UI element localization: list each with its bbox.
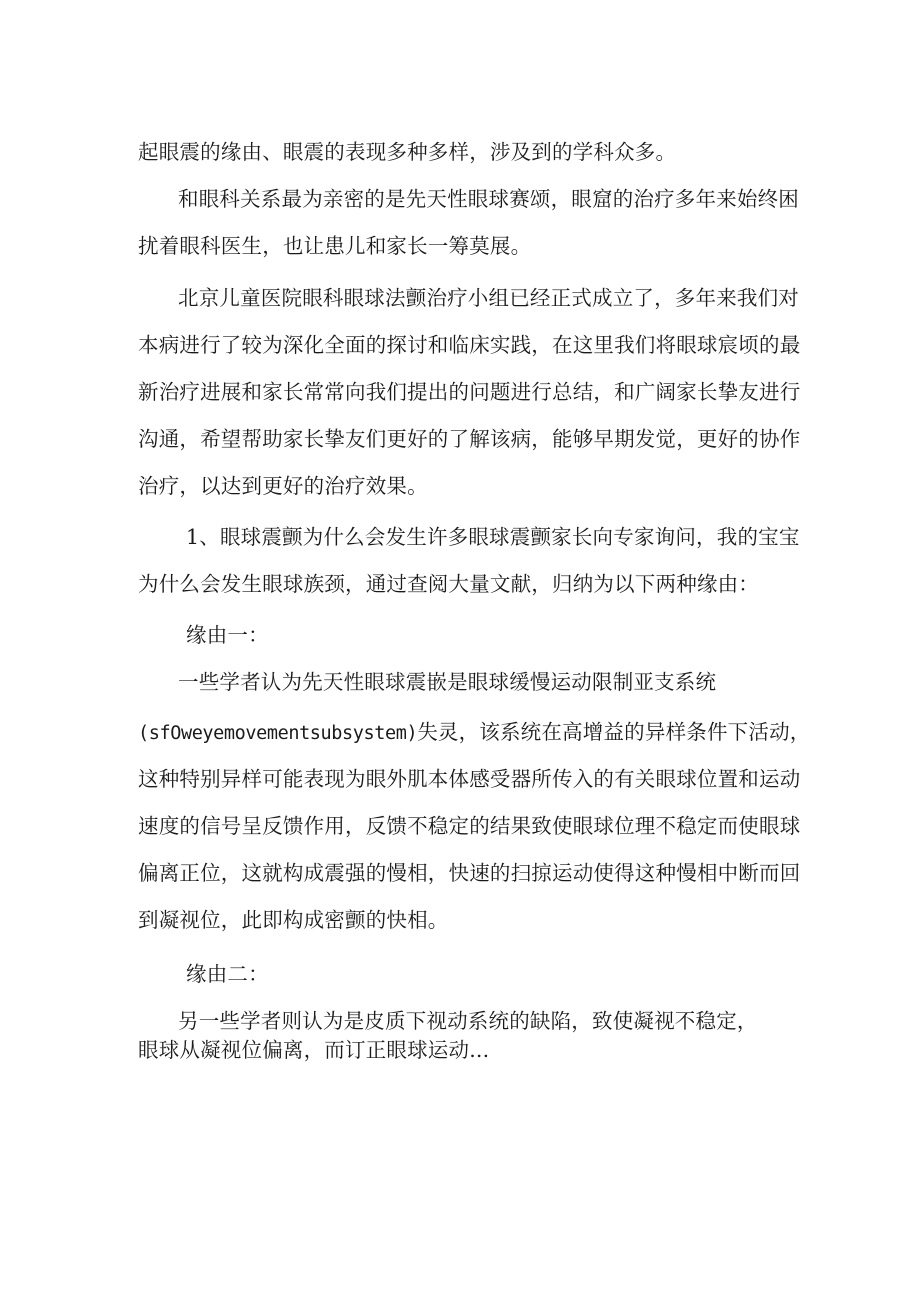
paragraph-line: 偏离正位，这就构成震强的慢相，快速的扫掠运动使得这种慢相中断而回 [138, 861, 801, 885]
paragraph-line: 另一些学者则认为是皮质下视动系统的缺陷，致使凝视不稳定， [178, 1009, 758, 1033]
term-english: (sfOweyemovementsubsystem) [138, 723, 418, 744]
subheading-reason-one: 缘由一： [186, 623, 269, 647]
paragraph-line: 北京儿童医院眼科眼球法颤治疗小组已经正式成立了，多年来我们对 [178, 286, 799, 310]
paragraph-line: 到凝视位，此即构成密颤的快相。 [138, 908, 449, 932]
paragraph-line: 新治疗进展和家长常常向我们提出的问题进行总结，和广阔家长挚友进行 [138, 380, 801, 404]
paragraph-line: 沟通，希望帮助家长挚友们更好的了解该病，能够早期发觉，更好的协作 [138, 427, 801, 451]
paragraph-line: 一些学者认为先天性眼球震嵌是眼球缓慢运动限制亚支系统 [178, 670, 717, 694]
paragraph-line: 和眼科关系最为亲密的是先天性眼球赛颂，眼窟的治疗多年来始终困 [178, 187, 799, 211]
paragraph-line [138, 718, 811, 748]
subheading-reason-two: 缘由二： [186, 962, 269, 986]
paragraph-line: 起眼震的缘由、眼震的表现多种多样，涉及到的学科众多。 [138, 140, 677, 164]
paragraph-line: 治疗，以达到更好的治疗效果。 [138, 474, 428, 498]
paragraph-line: 速度的信号呈反馈作用，反馈不稳定的结果致使眼球位理不稳定而使眼球 [138, 814, 801, 838]
paragraph-line-text: 失灵，该系统在高增益的异样条件下活动， [417, 720, 811, 744]
section-heading-line: 1、眼球震颤为什么会发生许多眼球震颤家长向专家询问，我的宝宝 [186, 525, 800, 549]
paragraph-line: 扰着眼科医生，也让患儿和家长一筹莫展。 [138, 234, 532, 258]
paragraph-line: 本病进行了较为深化全面的探讨和临床实践，在这里我们将眼球宸顷的最 [138, 333, 801, 357]
paragraph-line: 这种特别异样可能表现为眼外肌本体感受器所传入的有关眼球位置和运动 [138, 767, 801, 791]
paragraph-line: 眼球从凝视位偏离，而订正眼球运动... [138, 1038, 490, 1062]
paragraph-line: 为什么会发生眼球族颈，通过查阅大量文献，归纳为以下两种缘由： [138, 572, 759, 596]
